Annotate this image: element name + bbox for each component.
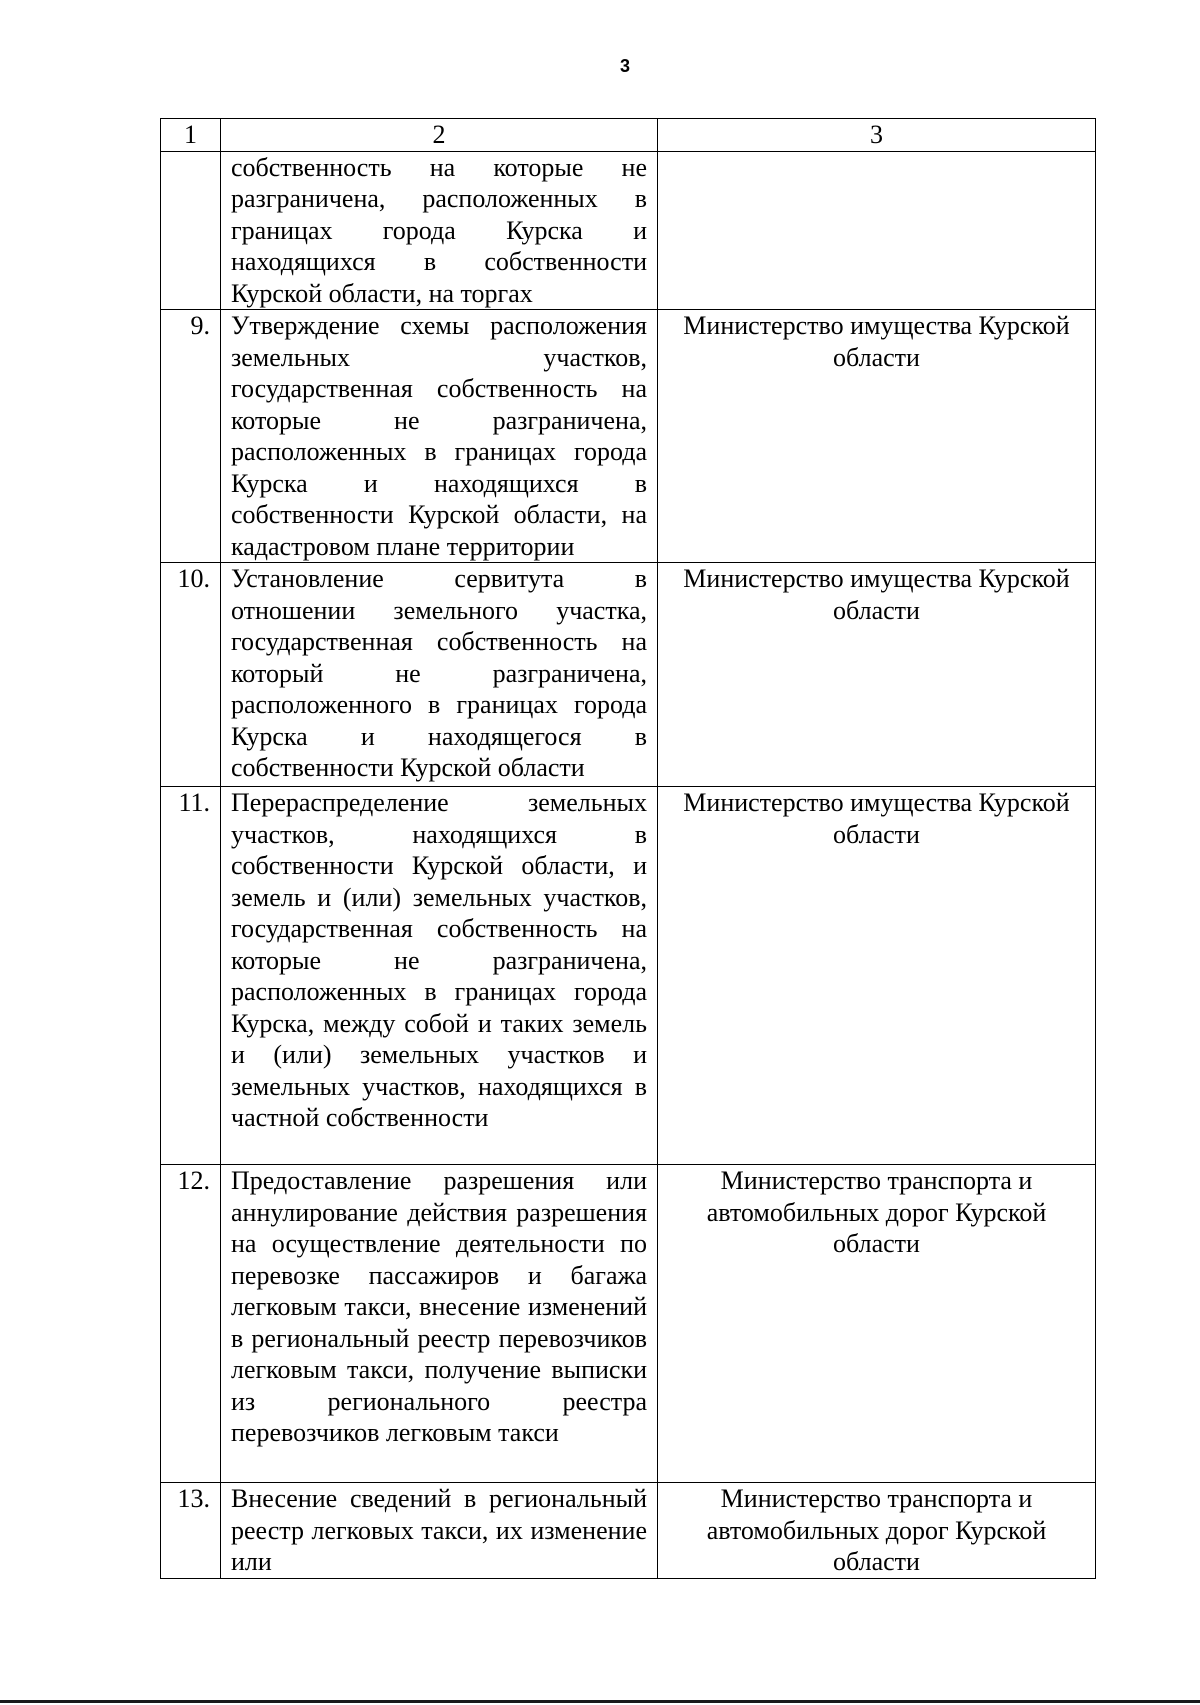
service-description: Внесение сведений в региональный реестр легковых такси, их изменение или bbox=[221, 1483, 658, 1579]
page-number: 3 bbox=[619, 56, 630, 76]
row-number: 12. bbox=[161, 1165, 221, 1483]
service-description: Установление сервитута в отношении земельного участка, государственная собственность на который не разграничена, расположенного в границах города Курска и находящегося в собственности Курской области bbox=[221, 563, 658, 787]
row-number: 13. bbox=[161, 1483, 221, 1579]
column-header-1: 1 bbox=[161, 119, 221, 152]
row-number: 11. bbox=[161, 787, 221, 1165]
responsible-body: Министерство имущества Курской области bbox=[658, 563, 1096, 787]
table-row bbox=[161, 310, 1096, 563]
responsible-body: Министерство транспорта и автомобильных дорог Курской области bbox=[658, 1165, 1096, 1483]
responsible-body bbox=[658, 151, 1096, 310]
table-header-row bbox=[161, 119, 1096, 152]
service-description: Предоставление разрешения или аннулирование действия разрешения на осуществление деятельности по перевозке пассажиров и багажа легковым такси, внесение изменений в региональный реестр перевозчиков легковым такси, получение выписки из регионального реестра перевозчиков легковым такси bbox=[221, 1165, 658, 1483]
responsible-body: Министерство имущества Курской области bbox=[658, 310, 1096, 563]
table-row bbox=[161, 787, 1096, 1165]
table-row bbox=[161, 151, 1096, 310]
service-description: собственность на которые не разграничена, расположенных в границах города Курска и находящихся в собственности Курской области, на торгах bbox=[221, 151, 658, 310]
service-description: Утверждение схемы расположения земельных участков, государственная собственность на которые не разграничена, расположенных в границах города Курска и находящихся в собственности Курской области, на кадастровом плане территории bbox=[221, 310, 658, 563]
column-header-2: 2 bbox=[221, 119, 658, 152]
row-number: 10. bbox=[161, 563, 221, 787]
row-number bbox=[161, 151, 221, 310]
responsible-body: Министерство имущества Курской области bbox=[658, 787, 1096, 1165]
table-row bbox=[161, 1483, 1096, 1579]
service-description: Перераспределение земельных участков, находящихся в собственности Курской области, и земель и (или) земельных участков, государственная собственность на которые не разграничена, расположенных в границах города Курска, между собой и таких земель и (или) земельных участков и земельных участков, находящихся в частной собственности bbox=[221, 787, 658, 1165]
page-bottom-edge bbox=[0, 1700, 1200, 1703]
table-row bbox=[161, 1165, 1096, 1483]
table-row bbox=[161, 563, 1096, 787]
row-number: 9. bbox=[161, 310, 221, 563]
responsible-body: Министерство транспорта и автомобильных дорог Курской области bbox=[658, 1483, 1096, 1579]
services-table bbox=[160, 118, 1096, 1579]
column-header-3: 3 bbox=[658, 119, 1096, 152]
